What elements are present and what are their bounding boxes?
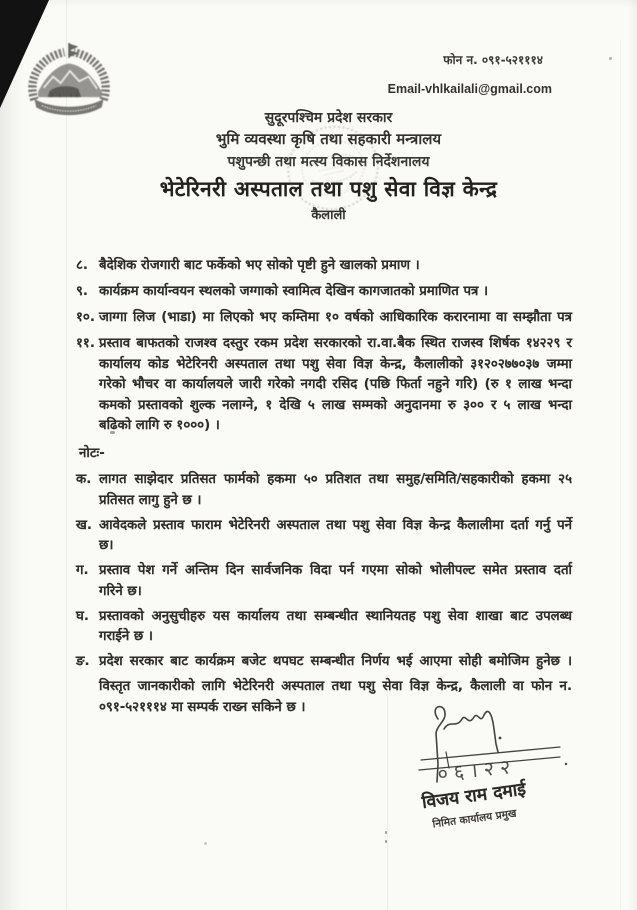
numbered-requirements-list (76, 256, 572, 437)
government-name: सुदूरपश्चिम प्रदेश सरकार (264, 110, 393, 126)
item-number: ११. (76, 336, 95, 351)
signature-date-handwritten: ०६।२२ (436, 753, 518, 786)
text-line: प्रतिसत लागु हुने छ । (99, 492, 202, 508)
text-line: बैदेशिक रोजगारी बाट फर्केको भए सोको पृष्टी हुने खालको प्रमाण । (99, 258, 420, 273)
item-text (99, 282, 572, 303)
text-line: बढिको लागि रु १०००) । (99, 418, 220, 433)
item-number: १०. (76, 310, 95, 325)
note-items-list (76, 470, 572, 718)
list-item (76, 561, 572, 602)
item-text (99, 470, 572, 511)
signatory-role: निमित कार्यालय प्रमुख (431, 807, 518, 831)
text-line: छ। (99, 538, 114, 553)
list-item (76, 308, 572, 329)
list-item (76, 334, 572, 437)
item-text (99, 334, 572, 437)
text-line: गरेको भौचर वा कार्यालयले जारी गरेको नगदी रसिद (पछि फिर्ता नहुने गरि) (रु १ लाख भन्दा (99, 377, 572, 392)
office-stamp-icon (274, 109, 393, 228)
scan-speck (204, 842, 207, 845)
item-text (99, 308, 572, 329)
list-item (76, 282, 572, 303)
district-name: कैलाली (311, 208, 346, 223)
text-line: गराईने छ । (99, 629, 153, 644)
text-line: जाग्गा लिज (भाडा) मा लिएको भए कम्तिमा १० वर्षको आधिकारिक करारनामा वा सम्झौता पत्र (99, 310, 572, 325)
signatory-name: विजय राम दमाई (420, 779, 528, 814)
directorate-name: पशुपन्छी तथा मत्स्य विकास निर्देशनालय (227, 154, 430, 170)
text-line: प्रस्ताव बाफतको राजश्व दस्तुर रकम प्रदेश सरकारको रा.वा.बैक स्थित राजस्व शिर्षक १४२२९ र (99, 336, 572, 351)
ministry-name: भुमि व्यवस्था कृषि तथा सहकारी मन्त्रालय (215, 130, 442, 148)
text-line: प्रस्ताव पेश गर्ने अन्तिम दिन सार्वजनिक विदा पर्न गएमा सोको भोलीपल्ट समेत प्रस्ताव दर्ता (99, 563, 572, 578)
list-item (76, 652, 572, 673)
text-line: कार्यक्रम कार्यान्वयन स्थलको जग्गाको स्वामित्व देखिन कागजातको प्रमाणित पत्र । (99, 284, 489, 299)
item-letter: ख. (76, 517, 92, 533)
text-line: प्रदेश सरकार बाट कार्यक्रम बजेट थपघट सम्बन्धीत निर्णय भई आएमा सोही बमोजिम हुनेछ । (99, 654, 572, 669)
text-line: ०९१-५२१११४ मा सम्पर्क राख्न सकिने छ । (99, 699, 306, 715)
item-text (99, 561, 572, 602)
item-text (99, 256, 572, 277)
list-item (76, 607, 572, 648)
text-line: कमको प्रस्तावको शुल्क नलाग्ने, १ देखि ५ लाख सम्मको अनुदानमा रु ३०० र ५ लाख भन्दा (99, 397, 572, 413)
text-line: गरिने छ। (99, 583, 142, 599)
text-line: आवेदकले प्रस्ताव फाराम भेटेरिनरी अस्पताल तथा पशु सेवा विज्ञ केन्द्र कैलालीमा दर्ता गर्नु पर्ने (99, 517, 572, 533)
scan-speck (385, 840, 387, 843)
scan-speck (609, 57, 612, 60)
phone-number: फोन न. ०९१-५२१११४ (443, 53, 543, 67)
scan-speck (385, 831, 387, 834)
item-letter: ङ. (76, 654, 90, 669)
paper-crease-middle (387, 690, 388, 910)
item-text (99, 652, 572, 673)
document-body (76, 256, 572, 723)
text-line: विस्तृत जानकारीको लागि भेटेरिनरी अस्पताल तथा पशु सेवा विज्ञ केन्द्र, कैलाली वा फोन न. (99, 679, 572, 694)
item-letter: ग. (76, 563, 89, 578)
list-item (76, 470, 572, 511)
item-letter: घ. (76, 608, 89, 624)
text-line: कार्यालय कोड भेटेरिनरी अस्पताल तथा पशु सेवा विज्ञ केन्द्र, कैलालीको ३१२०२७७०३७ जम्मा (99, 356, 572, 372)
paper-crease-right (620, 40, 621, 910)
item-letter: क. (76, 472, 92, 487)
item-text (99, 607, 572, 648)
item-number: ९. (76, 284, 88, 299)
note-label: नोटः- (79, 445, 105, 461)
item-text (99, 516, 572, 557)
item-number: ८. (76, 258, 88, 273)
office-title: भेटेरिनरी अस्पताल तथा पशु सेवा विज्ञ केन्द्र (159, 177, 498, 201)
list-item (76, 516, 572, 557)
list-item (76, 256, 572, 277)
text-line: लागत साझेदार प्रतिसत फार्मको हकमा ५० प्रतिशत तथा समुह/समिति/सहकारीको हकमा २५ (99, 472, 572, 487)
email-address: Email-vhlkailali@gmail.com (387, 82, 552, 96)
text-line: प्रस्तावको अनुसुचीहरु यस कार्यालय तथा सम्बन्धीत स्थानियतह पशु सेवा शाखा बाट उपलब्ध (99, 608, 572, 624)
